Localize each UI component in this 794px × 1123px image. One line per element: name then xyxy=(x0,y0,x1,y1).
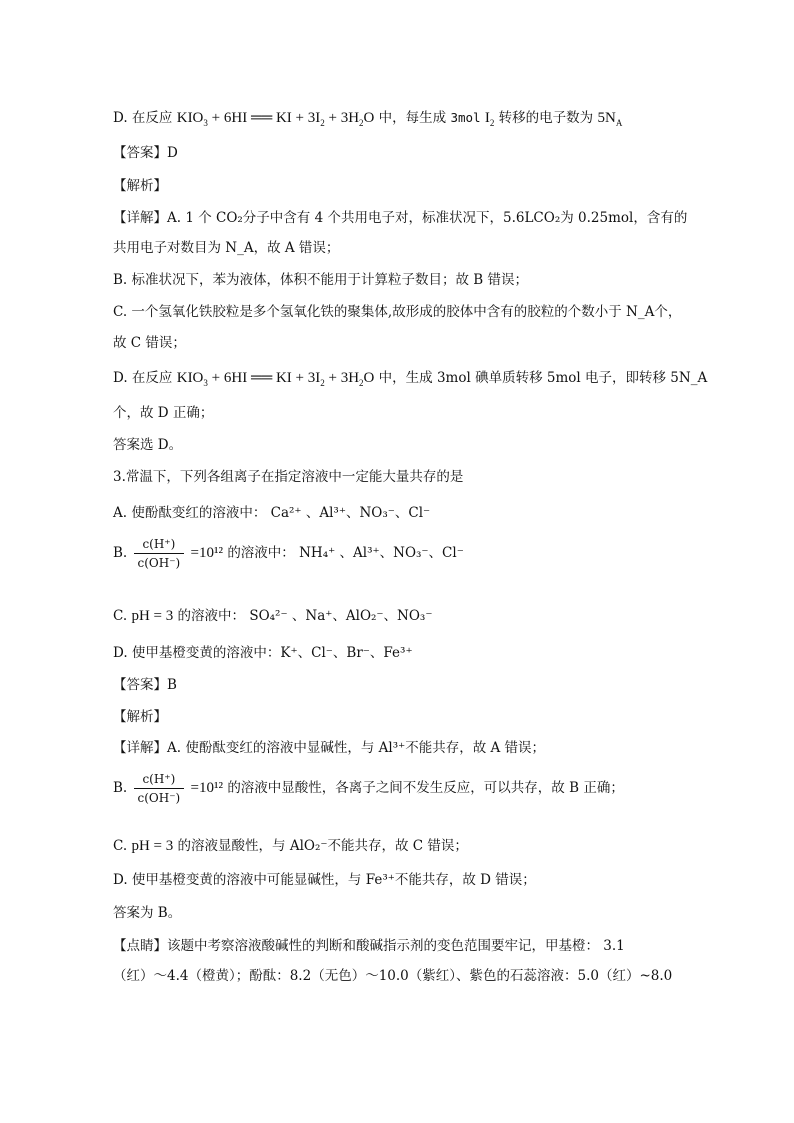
text: 的溶液中： xyxy=(227,545,295,561)
q3-stem: 3.常温下，下列各组离子在指定溶液中一定能大量共存的是 xyxy=(113,469,464,485)
ph-value: pH = 3 xyxy=(131,838,174,854)
q3-option-b xyxy=(113,537,464,570)
text: C. xyxy=(113,608,128,624)
equation: $KIO_3 + 6HI$ ══ KI + $3I_2 + 3H_2O$ xyxy=(176,110,375,128)
equals-value: =10¹² xyxy=(190,545,224,561)
q3-note-1: 【点睛】该题中考察溶液酸碱性的判断和酸碱指示剂的变色范围要牢记，甲基橙： 3.1 xyxy=(113,938,625,954)
text: 的溶液中显酸性，各离子之间不发生反应，可以共存，故 B 正确； xyxy=(227,780,624,796)
ions: Ca²⁺ 、Al³⁺、NO₃⁻、Cl⁻ xyxy=(270,505,431,521)
q3-detail-c xyxy=(113,836,468,856)
text: A. 使酚酞变红的溶液中： xyxy=(113,505,267,521)
i2: $I_2$ xyxy=(484,110,495,128)
text: D. 在反应 xyxy=(113,110,173,126)
q2-detail-c2: 故 C 错误； xyxy=(113,335,186,351)
fraction-denominator: c(OH⁻) xyxy=(137,791,181,805)
q2-detail-a1: 【详解】A. 1 个 CO₂分子中含有 4 个共用电子对，标准状况下，5.6LCO₂为 0.25mol，含有的 xyxy=(113,210,688,226)
q3-option-a xyxy=(113,503,430,523)
q3-analysis: 【解析】 xyxy=(113,709,167,725)
concentration-fraction xyxy=(134,772,185,805)
q2-detail-a2: 共用电子对数目为 N_A，故 A 错误； xyxy=(113,240,340,256)
text: 3mol xyxy=(450,110,481,125)
q2-answer: 【答案】D xyxy=(113,145,178,161)
fraction-numerator: c(H⁺) xyxy=(134,772,185,789)
text: C. xyxy=(113,838,128,854)
text: 中，生成 3mol 碘单质转移 5mol 电子，即转移 5N_A xyxy=(378,370,708,386)
q2-option-d xyxy=(113,108,622,128)
q2-conclusion: 答案选 D。 xyxy=(113,437,183,453)
text: B. xyxy=(113,780,128,796)
ions: NH₄⁺ 、Al³⁺、NO₃⁻、Cl⁻ xyxy=(299,545,464,561)
q3-detail-b xyxy=(113,772,624,805)
q2-detail-d1 xyxy=(113,368,707,388)
fraction-numerator: c(H⁺) xyxy=(134,537,185,554)
text: B. xyxy=(113,545,128,561)
q3-detail-a: 【详解】A. 使酚酞变红的溶液中显碱性，与 Al³⁺不能共存，故 A 错误； xyxy=(113,740,546,756)
q3-detail-d: D. 使甲基橙变黄的溶液中可能显碱性，与 Fe³⁺不能共存，故 D 错误； xyxy=(113,872,536,888)
ph-value: pH = 3 xyxy=(131,608,174,624)
fraction-denominator: c(OH⁻) xyxy=(137,556,181,570)
equals-value: =10¹² xyxy=(190,780,224,796)
q3-note-2: （红）～4.4（橙黄）；酚酞：8.2（无色）～10.0（紫红）、紫色的石蕊溶液：5.0（红）~8.0 xyxy=(113,968,673,984)
q2-analysis: 【解析】 xyxy=(113,178,167,194)
text: 中，每生成 xyxy=(378,110,447,126)
concentration-fraction xyxy=(134,537,185,570)
text: 转移的电子数为 xyxy=(498,110,594,126)
q2-detail-b: B. 标准状况下，苯为液体，体积不能用于计算粒子数目；故 B 错误； xyxy=(113,272,529,288)
q3-answer: 【答案】B xyxy=(113,677,177,693)
q2-detail-d2: 个，故 D 正确； xyxy=(113,405,214,421)
q3-option-d: D. 使甲基橙变黄的溶液中：K⁺、Cl⁻、Br⁻、Fe³⁺ xyxy=(113,645,413,661)
text: D. 在反应 xyxy=(113,370,173,386)
equation: $KIO_3 + 6HI$ ══ KI + $3I_2 + 3H_2O$ xyxy=(176,370,375,388)
text: 的溶液显酸性，与 AlO₂⁻不能共存，故 C 错误； xyxy=(177,838,468,854)
ions: SO₄²⁻ 、Na⁺、AlO₂⁻、NO₃⁻ xyxy=(249,608,433,624)
five-na: $5N_A$ xyxy=(597,110,623,128)
q3-option-c xyxy=(113,606,432,626)
q2-detail-c1: C. 一个氢氧化铁胶粒是多个氢氧化铁的聚集体,故形成的胶体中含有的胶粒的个数小于 N_A个， xyxy=(113,304,682,320)
text: 的溶液中： xyxy=(177,608,246,624)
q3-conclusion: 答案为 B。 xyxy=(113,905,182,921)
